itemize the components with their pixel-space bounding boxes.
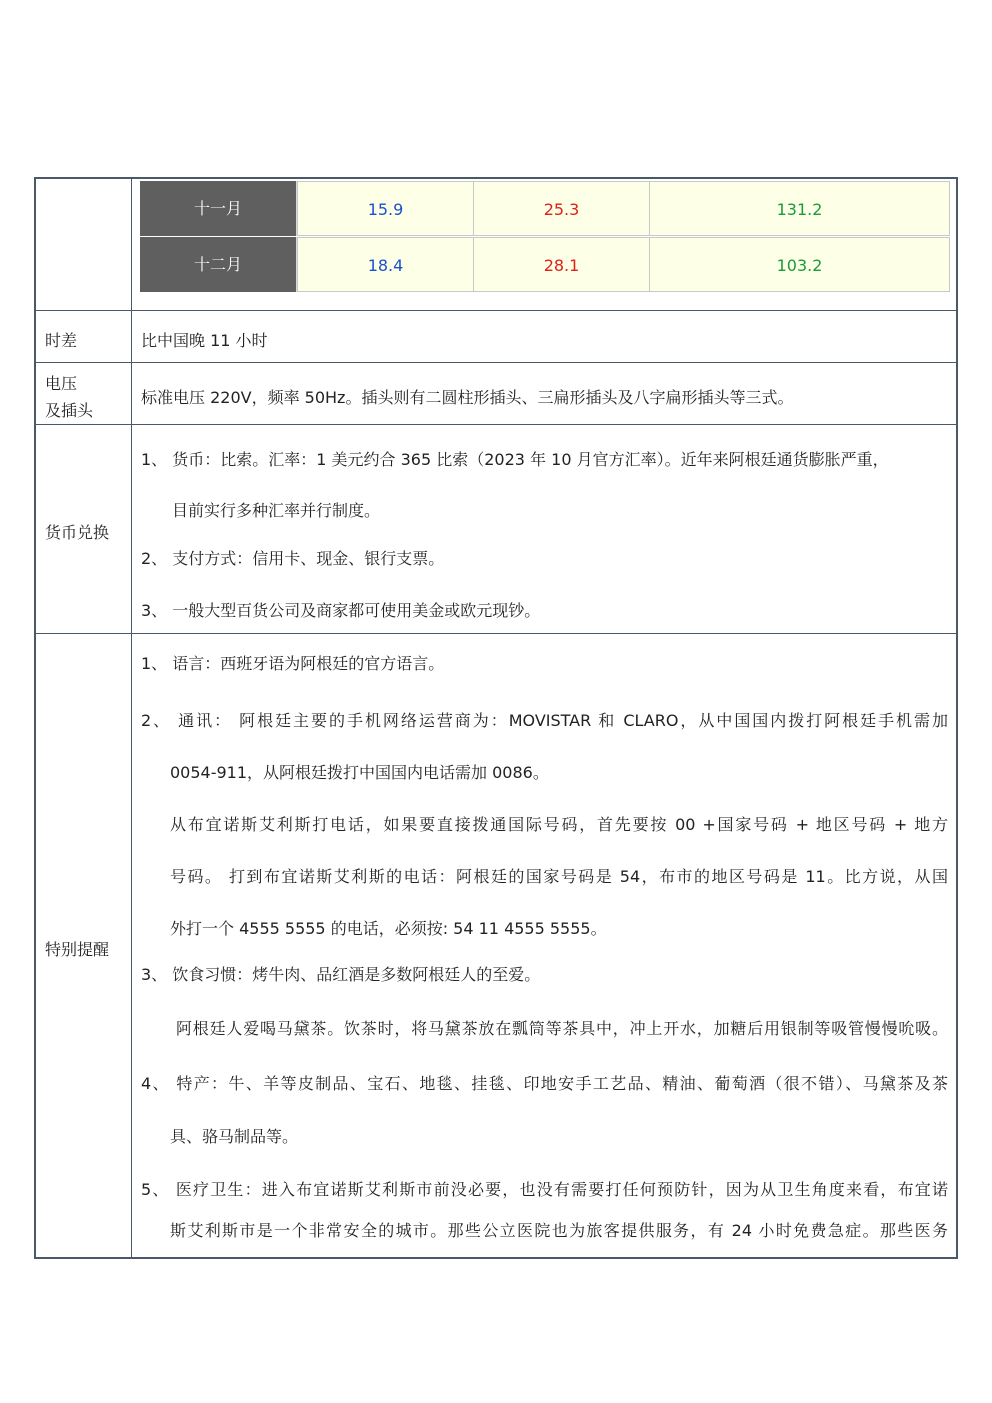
special-line: 4、 特产：牛、羊等皮制品、宝石、地毯、挂毯、印地安手工艺品、精油、葡萄酒（很不错）、马黛茶及茶 [141, 1074, 948, 1093]
special-line: 0054-911，从阿根廷拨打中国国内电话需加 0086。 [170, 763, 549, 782]
max-temp-cell: 28.1 [473, 237, 650, 292]
column-divider [131, 179, 132, 1257]
row-divider [36, 362, 956, 363]
voltage-label-line1: 电压 [45, 374, 78, 393]
row-divider [36, 424, 956, 425]
row-divider [36, 310, 956, 311]
special-line: 外打一个 4555 5555 的电话，必须按: 54 11 4555 5555。 [170, 919, 607, 938]
max-temp-cell: 25.3 [473, 181, 650, 236]
climate-row-dec [140, 237, 950, 292]
special-line: 5、 医疗卫生：进入布宜诺斯艾利斯市前没必要，也没有需要打任何预防针，因为从卫生角度来看，布宜诺 [141, 1180, 948, 1199]
currency-line: 2、 支付方式：信用卡、现金、银行支票。 [141, 549, 445, 568]
rainfall-cell: 131.2 [649, 181, 950, 236]
time-diff-label: 时差 [45, 331, 78, 350]
row-divider [36, 633, 956, 634]
special-line: 斯艾利斯市是一个非常安全的城市。那些公立医院也为旅客提供服务，有 24 小时免费急症。那些医务 [170, 1221, 948, 1240]
voltage-value: 标准电压 220V，频率 50Hz。插头则有二圆柱形插头、三扁形插头及八字扁形插头等三式。 [141, 388, 794, 407]
currency-line: 1、 货币：比索。汇率：1 美元约合 365 比索（2023 年 10 月官方汇率）。近年来阿根廷通货膨胀严重， [141, 450, 889, 469]
special-label: 特别提醒 [45, 940, 110, 959]
climate-table [140, 181, 950, 293]
special-line: 阿根廷人爱喝马黛茶。饮茶时，将马黛茶放在瓢筒等茶具中，冲上开水，加糖后用银制等吸管慢慢吮吸。 [176, 1019, 948, 1038]
currency-line: 3、 一般大型百货公司及商家都可使用美金或欧元现钞。 [141, 601, 541, 620]
min-temp-cell: 18.4 [297, 237, 474, 292]
min-temp-cell: 15.9 [297, 181, 474, 236]
month-cell: 十一月 [140, 181, 297, 236]
special-line: 1、 语言：西班牙语为阿根廷的官方语言。 [141, 654, 445, 673]
info-table [34, 177, 958, 1259]
currency-label: 货币兑换 [45, 523, 110, 542]
voltage-label-line2: 及插头 [45, 401, 94, 420]
special-line: 2、 通讯： 阿根廷主要的手机网络运营商为：MOVISTAR 和 CLARO，从中国国内拨打阿根廷手机需加 [141, 711, 948, 730]
currency-line: 目前实行多种汇率并行制度。 [172, 501, 381, 520]
special-line: 具、骆马制品等。 [170, 1127, 299, 1146]
special-line: 号码。 打到布宜诺斯艾利斯的电话：阿根廷的国家号码是 54，布市的地区号码是 11。比方说，从国 [170, 867, 948, 886]
month-cell: 十二月 [140, 237, 297, 292]
climate-row-nov [140, 181, 950, 236]
time-diff-value: 比中国晚 11 小时 [141, 331, 268, 350]
special-line: 从布宜诺斯艾利斯打电话，如果要直接拨通国际号码，首先要按 00 +国家号码 + 地区号码 + 地方 [170, 815, 948, 834]
rainfall-cell: 103.2 [649, 237, 950, 292]
special-line: 3、 饮食习惯：烤牛肉、品红酒是多数阿根廷人的至爱。 [141, 965, 541, 984]
